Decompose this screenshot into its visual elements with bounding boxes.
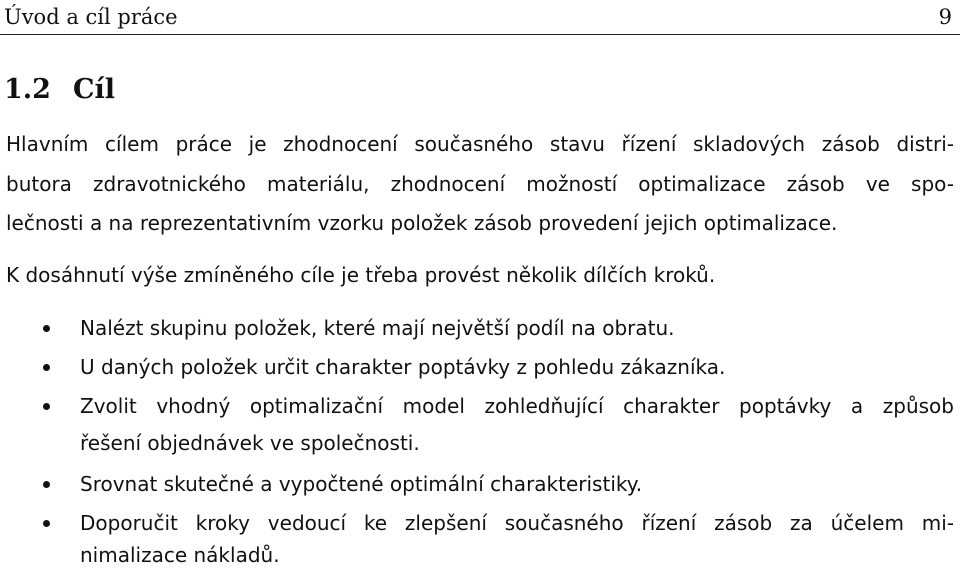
bullet-icon [43, 520, 50, 527]
list-item-text: U daných položek určit charakter poptávky z pohledu zákazníka. [80, 355, 726, 379]
header-rule [0, 34, 960, 35]
bullet-icon [43, 481, 50, 488]
list-item-text: nimalizace nákladů. [80, 543, 280, 567]
section-title: Cíl [72, 74, 115, 105]
chapter-title: Úvod a cíl práce [4, 5, 178, 29]
paragraph-line: butora zdravotnického materiálu, zhodnocení možností optimalizace zásob ve spo- [6, 172, 954, 196]
bullet-icon [43, 364, 50, 371]
list-item-text: řešení objednávek ve společnosti. [80, 431, 420, 455]
list-item-text: Srovnat skutečné a vypočtené optimální charakteristiky. [80, 472, 643, 496]
paragraph-steps-intro: K dosáhnutí výše zmíněného cíle je třeba provést několik dílčích kroků. [6, 263, 716, 287]
paragraph-line: Hlavním cílem práce je zhodnocení současného stavu řízení skladových zásob distri- [6, 132, 954, 156]
bullet-icon [43, 403, 50, 410]
section-number: 1.2 [4, 74, 51, 105]
paragraph-line: lečnosti a na reprezentativním vzorku položek zásob provedení jejich optimalizace. [6, 211, 838, 235]
section-heading [4, 72, 115, 108]
list-item-text: Zvolit vhodný optimalizační model zohledňující charakter poptávky a způsob [80, 394, 954, 418]
page-number: 9 [938, 5, 952, 29]
list-item-text: Doporučit kroky vedoucí ke zlepšení současného řízení zásob za účelem mi- [80, 511, 954, 535]
running-header [4, 2, 956, 32]
list-item-text: Nalézt skupinu položek, které mají největší podíl na obratu. [80, 316, 675, 340]
bullet-icon [43, 325, 50, 332]
